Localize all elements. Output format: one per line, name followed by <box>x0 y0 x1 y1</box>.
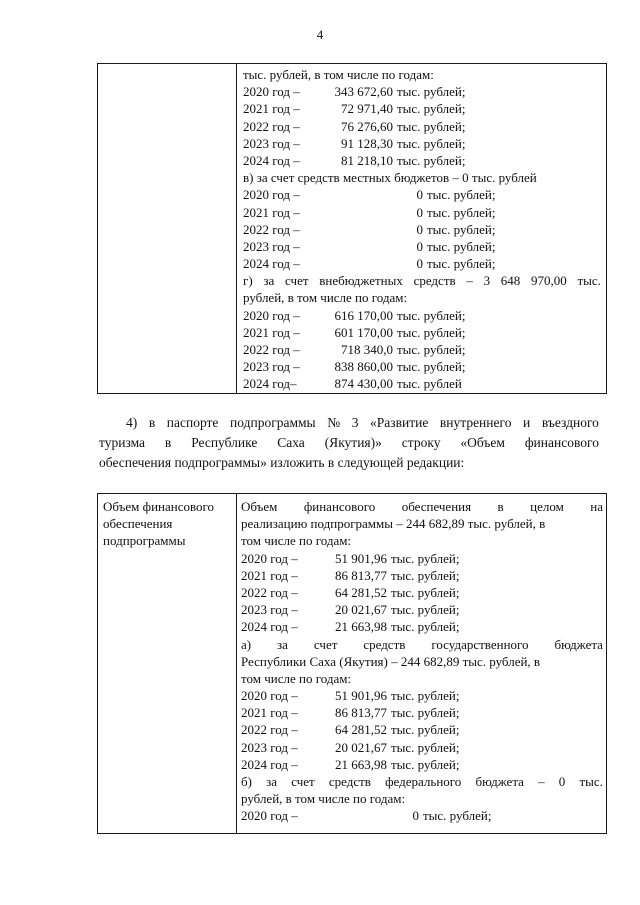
year-label: 2020 год – <box>243 307 300 323</box>
year-label: 2020 год – <box>241 550 298 566</box>
year-label: 2020 год – <box>241 688 298 704</box>
year-row <box>241 739 603 756</box>
extra-budget-line-cont: рублей, в том числе по годам: <box>243 290 408 306</box>
word: бюджета <box>475 774 524 789</box>
word: 3 <box>483 273 491 289</box>
word: бюджета <box>554 636 603 652</box>
federal-budget-line <box>241 773 603 790</box>
year-row <box>243 204 603 221</box>
amount-value: 51 901,96 <box>335 550 387 566</box>
word: за <box>263 273 275 289</box>
federal-budget-line-cont: рублей, в том числе по годам: <box>241 791 406 807</box>
word: б) <box>241 774 252 789</box>
amount-unit: тыс. рублей; <box>391 584 460 600</box>
amount-unit: тыс. рублей; <box>397 152 466 168</box>
amount-value: 51 901,96 <box>335 688 387 704</box>
year-label: 2022 год – <box>241 584 298 600</box>
amount-value: 91 128,30 <box>341 135 393 151</box>
year-label: 2024 год – <box>241 756 298 772</box>
year-label: 2022 год – <box>241 722 298 738</box>
amount-value: 86 813,77 <box>335 567 387 583</box>
amount-value: 838 860,00 <box>334 359 393 375</box>
financing-label <box>103 498 235 550</box>
amount-unit: тыс. рублей; <box>391 756 460 772</box>
word: государственного <box>431 636 529 652</box>
word: счет <box>285 273 309 289</box>
word: «Развитие <box>370 415 429 430</box>
amount-unit: тыс. рублей; <box>391 688 460 704</box>
year-list-state <box>241 687 603 773</box>
amount-value: 21 663,98 <box>335 756 387 772</box>
word: в <box>497 499 504 514</box>
year-row <box>241 704 603 721</box>
word: за <box>266 774 278 789</box>
amount-unit: тыс. рублей; <box>391 739 460 755</box>
year-row <box>243 358 603 375</box>
word: 4) <box>126 415 138 430</box>
local-budget-line: в) за счет средств местных бюджетов – 0 тыс. рублей <box>243 170 537 186</box>
year-row <box>243 221 603 238</box>
amount-unit: тыс. рублей; <box>427 204 496 220</box>
year-label: 2021 год – <box>243 204 300 220</box>
year-label: 2022 год – <box>243 221 300 237</box>
amendment-paragraph <box>99 413 599 473</box>
amount-value: 81 218,10 <box>341 152 393 168</box>
intro-line: тыс. рублей, в том числе по годам: <box>243 67 434 82</box>
word: – <box>538 774 545 789</box>
word: финансового <box>303 499 376 514</box>
paragraph-line-3: обеспечения подпрограммы» изложить в следующей редакции: <box>99 455 465 470</box>
amount-unit: тыс. рублей; <box>397 359 466 375</box>
amount-value: 0 <box>416 256 423 272</box>
label-line: Объем финансового <box>103 499 215 514</box>
word: в <box>148 415 156 430</box>
amount-value: 343 672,60 <box>334 84 393 100</box>
page-number: 4 <box>316 27 324 42</box>
word: туризма <box>99 435 146 450</box>
year-row <box>243 152 603 169</box>
total-line-cont: реализацию подпрограммы – 244 682,89 тыс. рублей, в <box>241 516 546 532</box>
word: и <box>523 415 531 430</box>
year-label: 2024 год– <box>243 376 297 392</box>
word: счет <box>313 636 338 652</box>
amount-unit: тыс. рублей; <box>397 101 466 117</box>
amount-unit: тыс. рублей; <box>423 808 492 824</box>
year-list-total <box>241 550 603 636</box>
amount-unit: тыс. рублей; <box>427 187 496 203</box>
year-label: 2024 год – <box>243 152 300 168</box>
word: федерального <box>385 774 462 789</box>
year-row <box>243 100 603 117</box>
word: тыс. <box>577 273 601 289</box>
year-label: 2022 год – <box>243 342 300 357</box>
year-label: 2024 год – <box>243 256 300 272</box>
word: Республике <box>191 435 258 450</box>
year-row <box>243 83 603 100</box>
year-row <box>241 687 603 704</box>
amount-unit: тыс. рублей; <box>391 705 460 721</box>
year-row <box>241 567 603 584</box>
year-label: 2023 год – <box>241 602 298 618</box>
amount-value: 64 281,52 <box>335 584 387 600</box>
word: средств <box>328 774 371 789</box>
amount-value: 616 170,00 <box>334 307 393 323</box>
amount-unit: тыс. рублей; <box>397 324 466 340</box>
column-divider <box>236 494 237 833</box>
year-label: 2021 год – <box>241 567 298 583</box>
year-label: 2023 год – <box>243 359 300 375</box>
year-row <box>241 584 603 601</box>
amount-value: 64 281,52 <box>335 722 387 738</box>
year-row <box>241 550 603 567</box>
amount-value: 0 <box>416 204 423 220</box>
year-row <box>243 341 603 358</box>
amount-value: 20 021,67 <box>335 739 387 755</box>
word: 3 <box>351 415 359 430</box>
word: а) <box>241 636 252 652</box>
amount-unit: тыс. рублей; <box>397 118 466 134</box>
year-label: 2023 год – <box>241 739 298 755</box>
amount-unit: тыс. рублей; <box>397 342 466 357</box>
paragraph-line-2 <box>99 433 599 453</box>
year-list-federal <box>241 807 603 824</box>
word: 970,00 <box>531 273 567 289</box>
amount-value: 72 971,40 <box>341 101 393 117</box>
amount-unit: тыс. рублей; <box>397 84 466 100</box>
word: целом <box>530 499 564 514</box>
word: на <box>590 499 603 514</box>
state-budget-line <box>241 636 603 653</box>
year-row <box>243 375 603 392</box>
financing-value-cell <box>241 498 603 825</box>
word: в <box>164 435 172 450</box>
amount-value: 76 276,60 <box>341 118 393 134</box>
amount-unit: тыс. рублей <box>397 376 462 392</box>
extra-budget-line <box>243 272 601 289</box>
word: финансового <box>524 435 599 450</box>
amount-value: 718 340,0 <box>341 342 393 357</box>
column-divider <box>236 64 237 393</box>
amount-value: 86 813,77 <box>335 705 387 721</box>
word: средств <box>363 636 406 652</box>
amount-unit: тыс. рублей; <box>391 602 460 618</box>
amount-unit: тыс. рублей; <box>391 722 460 738</box>
word: счет <box>291 774 315 789</box>
word: г) <box>243 273 253 289</box>
amount-unit: тыс. рублей; <box>391 550 460 566</box>
word: (Якутия)» <box>324 435 382 450</box>
amount-value: 0 <box>416 221 423 237</box>
paragraph-line-1 <box>99 413 599 433</box>
total-line <box>241 498 603 515</box>
year-list-local <box>243 186 603 272</box>
year-list-extrabudget <box>243 307 603 393</box>
word: строку <box>401 435 441 450</box>
year-label: 2021 год – <box>243 324 300 340</box>
financing-table <box>97 493 607 834</box>
word: внебюджетных <box>319 273 403 289</box>
financing-value-cell <box>243 66 603 393</box>
year-label: 2023 год – <box>243 135 300 151</box>
year-label: 2020 год – <box>243 187 300 203</box>
financing-label-cell <box>103 498 235 550</box>
year-label: 2021 год – <box>241 705 298 721</box>
state-budget-line-cont: Республики Саха (Якутия) – 244 682,89 тыс. рублей, в <box>241 653 541 669</box>
year-label: 2022 год – <box>243 118 300 134</box>
amount-value: 21 663,98 <box>335 619 387 635</box>
year-row <box>241 756 603 773</box>
amount-value: 874 430,00 <box>334 376 393 392</box>
word: № <box>327 415 341 430</box>
year-list-regional <box>243 83 603 169</box>
word: 648 <box>500 273 521 289</box>
year-row <box>243 238 603 255</box>
word: подпрограммы <box>230 415 316 430</box>
year-row <box>243 118 603 135</box>
year-row <box>243 324 603 341</box>
word: «Объем <box>460 435 505 450</box>
word: тыс. <box>579 774 603 789</box>
amount-value: 601 170,00 <box>334 324 393 340</box>
word: паспорте <box>166 415 219 430</box>
year-label: 2023 год – <box>243 238 300 254</box>
year-label: 2020 год – <box>241 808 298 824</box>
amount-value: 0 <box>416 187 423 203</box>
amount-unit: тыс. рублей; <box>397 135 466 151</box>
amount-value: 0 <box>416 238 423 254</box>
state-budget-line-cont2: том числе по годам: <box>241 670 352 686</box>
year-row <box>241 601 603 618</box>
amount-unit: тыс. рублей; <box>391 619 460 635</box>
amount-value: 0 <box>412 808 419 824</box>
year-row <box>241 807 603 824</box>
amount-unit: тыс. рублей; <box>397 307 466 323</box>
total-line-cont2: том числе по годам: <box>241 533 352 549</box>
year-label: 2021 год – <box>243 101 300 117</box>
word: въездного <box>541 415 599 430</box>
word: Саха <box>277 435 305 450</box>
year-row <box>241 618 603 635</box>
year-row <box>243 307 603 324</box>
year-label: 2024 год – <box>241 619 298 635</box>
amount-unit: тыс. рублей; <box>427 238 496 254</box>
amount-unit: тыс. рублей; <box>427 221 496 237</box>
word: 0 <box>558 774 566 789</box>
word: средств <box>413 273 456 289</box>
word: внутреннего <box>439 415 512 430</box>
word: за <box>277 636 288 652</box>
year-label: 2020 год – <box>243 84 300 100</box>
word: Объем <box>241 499 278 514</box>
year-row <box>243 255 603 272</box>
word: обеспечения <box>401 499 472 514</box>
amount-value: 20 021,67 <box>335 602 387 618</box>
amount-unit: тыс. рублей; <box>391 567 460 583</box>
label-line: обеспечения <box>103 516 173 532</box>
label-line: подпрограммы <box>103 533 186 549</box>
table-continued <box>97 63 607 394</box>
year-row <box>241 721 603 738</box>
amount-unit: тыс. рублей; <box>427 256 496 272</box>
year-row <box>243 135 603 152</box>
year-row <box>243 186 603 203</box>
word: – <box>466 273 473 289</box>
